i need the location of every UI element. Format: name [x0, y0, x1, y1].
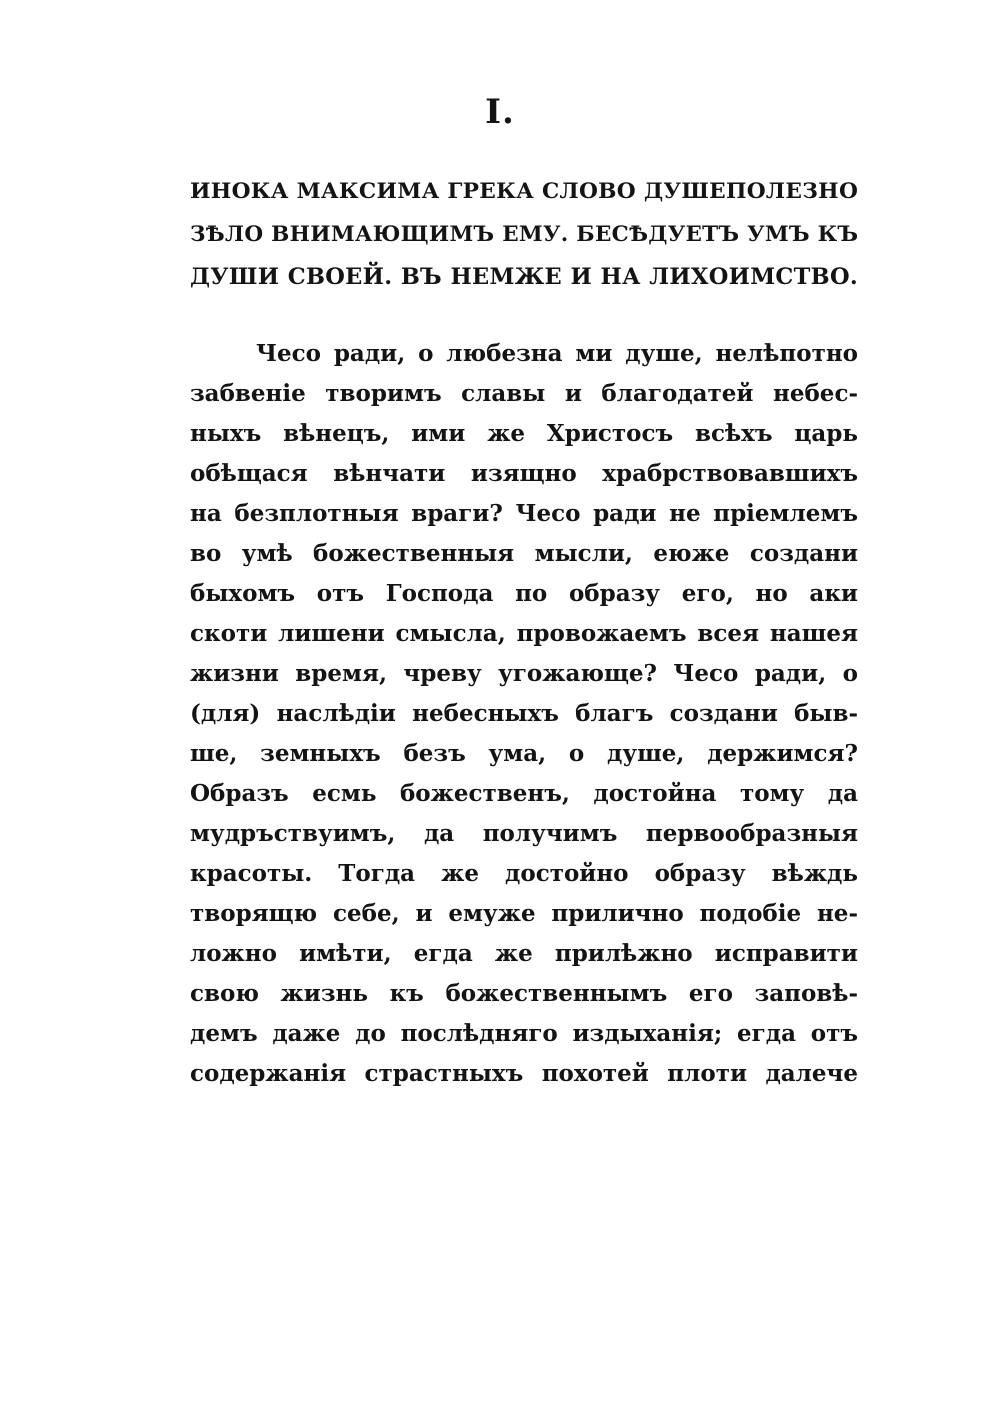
body-paragraph [190, 334, 858, 1094]
heading-line: ЗѢЛО ВНИМАЮЩИМЪ ЕМУ. БЕСѢДУЕТЪ УМЪ КЪ [190, 222, 859, 247]
body-line: содержанія страстныхъ похотей плоти далече [190, 1060, 858, 1087]
body-line: жизни время, чреву угожающе? Чесо ради, о [190, 660, 858, 687]
body-line: Чесо ради, о любезна ми душе, нелѣпотно [256, 340, 858, 367]
body-line: ныхъ вѣнецъ, ими же Христосъ всѣхъ царь [190, 420, 858, 447]
body-line: быхомъ отъ Господа по образу его, но аки [190, 580, 858, 607]
body-line: скоти лишени смысла, провожаемъ всея нашея [190, 620, 858, 647]
body-line: во умѣ божественныя мысли, еюже создани [190, 540, 858, 567]
heading-line: ИНОКА МАКСИМА ГРЕКА СЛОВО ДУШЕПОЛЕЗНО [190, 179, 859, 204]
chapter-number: I. [485, 92, 515, 132]
chapter-heading [190, 170, 858, 299]
body-line: творящю себе, и емуже прилично подобіе не- [190, 900, 858, 927]
body-line: на безплотныя враги? Чесо ради не пріемлемъ [190, 500, 858, 527]
body-line: демъ даже до послѣдняго издыханія; егда отъ [190, 1020, 858, 1047]
body-line: Образъ есмь божественъ, достойна тому да [190, 780, 858, 807]
body-line: забвеніе творимъ славы и благодатей небес- [190, 380, 858, 407]
body-line: ше, земныхъ безъ ума, о душе, держимся? [190, 740, 858, 767]
body-line: (для) наслѣдіи небесныхъ благъ создани быв- [190, 700, 858, 727]
body-line: мудръствуимъ, да получимъ первообразныя [190, 820, 858, 847]
body-line: свою жизнь къ божественнымъ его заповѣ- [190, 980, 858, 1007]
body-line: красоты. Тогда же достойно образу вѣждь [190, 860, 858, 887]
body-line: обѣщася вѣнчати изящно храбрствовавшихъ [190, 460, 858, 487]
heading-line: ДУШИ СВОЕЙ. ВЪ НЕМЖЕ И НА ЛИХОИМСТВО. [190, 264, 858, 290]
body-line: ложно имѣти, егда же прилѣжно исправити [190, 940, 858, 967]
